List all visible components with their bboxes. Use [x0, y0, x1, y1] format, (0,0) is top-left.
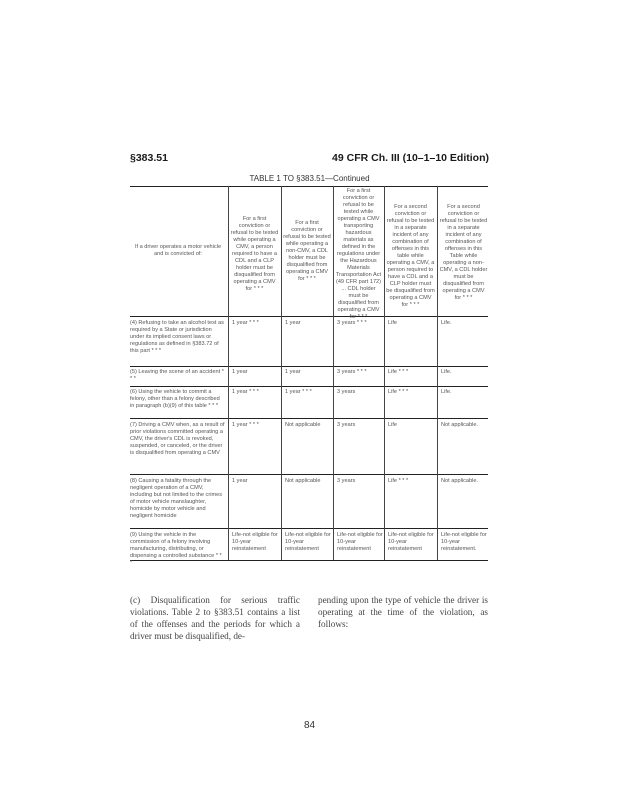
offense-cell: (6) Using the vehicle to commit a felony, other than a felony described in paragraph (b)(9) of this table * * *: [130, 389, 220, 409]
penalty-cell: Life-not eligible for 10-year reinstatement: [337, 532, 383, 552]
penalty-cell: 3 years: [337, 422, 356, 428]
row-rule: [130, 418, 488, 419]
column-header: For a first conviction or refusal to be tested while operating a CMV transporting hazardous materials as defined in the regulations under the Hazardous Materials Transportation Act (49 CFR part 172) ... CDL holder must be disqualified from operating a CMV for * * *: [335, 188, 382, 320]
penalty-cell: Life: [388, 320, 398, 326]
table-bottom-rule: [130, 560, 488, 561]
penalty-cell: Life * * *: [388, 369, 409, 375]
penalty-cell: Not applicable: [285, 478, 321, 484]
column-header: If a driver operates a motor vehicle and is convicted of:: [134, 244, 222, 257]
penalty-cell: 1 year * * *: [232, 320, 259, 326]
row-rule: [130, 386, 488, 387]
row-rule: [130, 366, 488, 367]
penalty-cell: 3 years * * *: [337, 320, 367, 326]
row-rule: [130, 528, 488, 529]
penalty-cell: 1 year: [232, 478, 248, 484]
offense-cell: (4) Refusing to take an alcohol test as required by a State or jurisdiction under its implied consent laws or regulations as defined in §383.72 of this part * * *: [130, 320, 224, 354]
column-header: For a second conviction or refusal to be tested in a separate incident of any combination of offenses in this Table while operating a non-CMV, a CDL holder must be disqualified from operating a CMV for * * *: [439, 204, 488, 301]
penalty-cell: Life * * *: [388, 478, 409, 484]
penalty-cell: Not applicable.: [441, 478, 479, 484]
row-rule: [130, 474, 488, 475]
penalty-cell: 1 year * * *: [232, 389, 259, 395]
penalty-cell: 1 year: [285, 320, 301, 326]
penalty-cell: Life.: [441, 389, 452, 395]
column-header: For a first conviction or refusal to be tested while operating a CMV, a person required to have a CDL and a CLP holder must be disqualified from operating a CMV for * * *: [230, 216, 279, 292]
penalty-cell: Life * * *: [388, 389, 409, 395]
offense-cell: (5) Leaving the scene of an accident * * *: [130, 369, 224, 382]
penalty-cell: 3 years: [337, 389, 356, 395]
body-paragraph-right: pending upon the type of vehicle the driver is operating at the time of the violation, as follows:: [318, 595, 488, 629]
column-header: For a second conviction or refusal to be tested in a separate incident of any combination of offenses in this table while operating a CMV, a person required to have a CDL and a CLP holder must be disqualified from operating a CMV for * * *: [386, 204, 435, 308]
penalty-cell: 3 years: [337, 478, 356, 484]
page-number: 84: [303, 720, 316, 731]
penalty-cell: 1 year * * *: [285, 389, 312, 395]
penalty-cell: 1 year: [232, 369, 248, 375]
header-bottom-rule: [130, 316, 488, 317]
penalty-cell: Life-not eligible for 10-year reinstatement: [285, 532, 331, 552]
running-header-title: 49 CFR Ch. III (10–1–10 Edition): [332, 152, 489, 164]
column-divider: [333, 186, 334, 560]
body-paragraph-left: (c) Disqualification for serious traffic violations. Table 2 to §383.51 contains a list of the offenses and the periods for which a driver must be disqualified, de-: [130, 595, 300, 641]
column-divider: [437, 186, 438, 560]
column-header: For a first conviction or refusal to be tested while operating a non-CMV, a CDL holder must be disqualified from operating a CMV for * * *: [283, 220, 331, 282]
table-top-rule: [130, 186, 488, 187]
disqualification-table: [130, 186, 488, 566]
offense-cell: (7) Driving a CMV when, as a result of prior violations committed operating a CMV, the driver's CDL is revoked, suspended, or canceled, or the driver is disqualified from operating a CMV: [130, 422, 225, 456]
penalty-cell: Life: [388, 422, 398, 428]
penalty-cell: Life.: [441, 320, 452, 326]
penalty-cell: 3 years * * *: [337, 369, 367, 375]
penalty-cell: 1 year * * *: [232, 422, 259, 428]
column-divider: [281, 186, 282, 560]
offense-cell: (8) Causing a fatality through the negligent operation of a CMV, including but not limited to the crimes of motor vehicle manslaughter, homicide by motor vehicle and negligent homicide: [130, 478, 223, 519]
column-divider: [384, 186, 385, 560]
penalty-cell: Life.: [441, 369, 452, 375]
column-divider: [228, 186, 229, 560]
penalty-cell: 1 year: [285, 369, 301, 375]
penalty-cell: Not applicable: [285, 422, 321, 428]
running-header-section: §383.51: [130, 152, 168, 164]
penalty-cell: Life-not eligible for 10-year reinstatement: [388, 532, 434, 552]
table-title: TABLE 1 TO §383.51—Continued: [249, 174, 370, 183]
penalty-cell: Not applicable.: [441, 422, 479, 428]
offense-cell: (9) Using the vehicle in the commission of a felony involving manufacturing, distributing, or dispensing a controlled substance * * *: [130, 532, 222, 566]
penalty-cell: Life-not eligible for 10-year reinstatement.: [441, 532, 487, 552]
penalty-cell: Life-not eligible for 10-year reinstatement: [232, 532, 278, 552]
